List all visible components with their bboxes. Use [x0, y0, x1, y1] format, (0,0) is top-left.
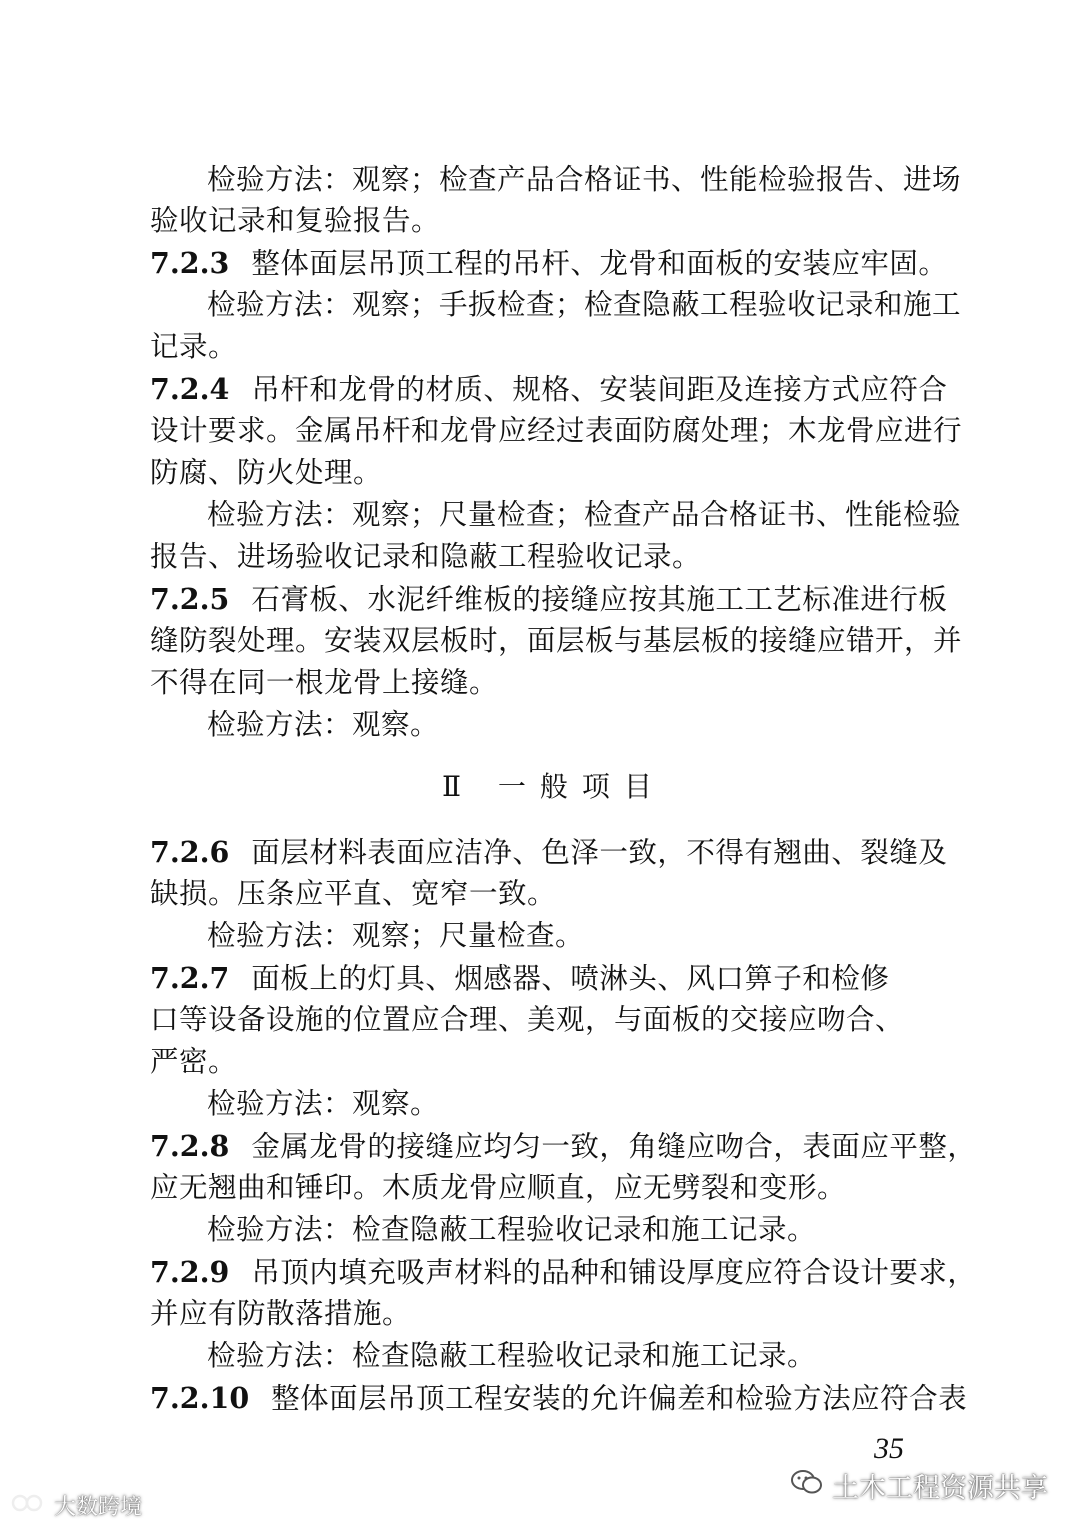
clause-line: 7.2.8 金属龙骨的接缝应均匀一致，角缝应吻合，表面应平整，	[150, 1129, 977, 1163]
text-line: 记录。	[150, 330, 238, 363]
watermark-text: 土木工程资源共享	[832, 1473, 1048, 1504]
text-line: 检验方法：检查隐蔽工程验收记录和施工记录。	[207, 1213, 817, 1246]
page-number: 35	[874, 1432, 904, 1465]
watermark-right	[790, 1466, 1048, 1505]
clause-number: 7.2.8	[150, 1129, 230, 1163]
text-line: 设计要求。金属吊杆和龙骨应经过表面防腐处理；木龙骨应进行	[150, 414, 963, 447]
clause-number: 7.2.6	[150, 835, 230, 869]
clause-number: 7.2.7	[150, 961, 230, 995]
text-line: 并应有防散落措施。	[150, 1297, 412, 1330]
clause-number: 7.2.4	[150, 372, 230, 406]
clause-number: 7.2.5	[150, 582, 230, 616]
text-line: 检验方法：观察；尺量检查。	[207, 919, 585, 952]
text-line: 严密。	[150, 1045, 238, 1078]
text-line: 应无翘曲和锤印。木质龙骨应顺直，应无劈裂和变形。	[150, 1171, 847, 1204]
clause-number: 7.2.9	[150, 1255, 230, 1289]
text-line: 口等设备设施的位置应合理、美观，与面板的交接应吻合、	[150, 1003, 905, 1036]
text-line: 检验方法：观察；手扳检查；检查隐蔽工程验收记录和施工	[207, 288, 962, 321]
clause-number: 7.2.10	[150, 1381, 250, 1415]
text-line: 验收记录和复验报告。	[150, 204, 441, 237]
watermark-text: 大数跨境	[54, 1495, 143, 1520]
text-line: 缝防裂处理。安装双层板时，面层板与基层板的接缝应错开，并	[150, 624, 963, 657]
text-line: 不得在同一根龙骨上接缝。	[150, 666, 499, 699]
clause-number: 7.2.3	[150, 246, 230, 280]
clause-line: 7.2.10 整体面层吊顶工程安装的允许偏差和检验方法应符合表	[150, 1381, 968, 1415]
clause-line: 7.2.7 面板上的灯具、烟感器、喷淋头、风口箅子和检修	[150, 961, 890, 995]
text-line: 检验方法：观察；尺量检查；检查产品合格证书、性能检验	[207, 498, 962, 531]
text-line: 防腐、防火处理。	[150, 456, 383, 489]
text-line: 缺损。压条应平直、宽窄一致。	[150, 877, 557, 910]
wechat-icon	[790, 1468, 824, 1503]
clause-line: 7.2.9 吊顶内填充吸声材料的品种和铺设厚度应符合设计要求，	[150, 1255, 977, 1289]
clause-line: 7.2.4 吊杆和龙骨的材质、规格、安装间距及连接方式应符合	[150, 372, 948, 406]
text-line: 检验方法：观察。	[207, 708, 440, 741]
text-line: 报告、进场验收记录和隐蔽工程验收记录。	[150, 540, 702, 573]
text-line: 检验方法：观察。	[207, 1087, 440, 1120]
watermark-left	[10, 1490, 142, 1521]
clause-line: 7.2.3 整体面层吊顶工程的吊杆、龙骨和面板的安装应牢固。	[150, 246, 948, 280]
clause-line: 7.2.6 面层材料表面应洁净、色泽一致，不得有翘曲、裂缝及	[150, 835, 948, 869]
text-line: 检验方法：检查隐蔽工程验收记录和施工记录。	[207, 1339, 817, 1372]
logo-icon	[10, 1491, 50, 1521]
clause-line: 7.2.5 石膏板、水泥纤维板的接缝应按其施工工艺标准进行板	[150, 582, 948, 616]
section-heading: Ⅱ 一般项目	[442, 770, 666, 803]
text-line: 检验方法：观察；检查产品合格证书、性能检验报告、进场	[207, 163, 962, 196]
